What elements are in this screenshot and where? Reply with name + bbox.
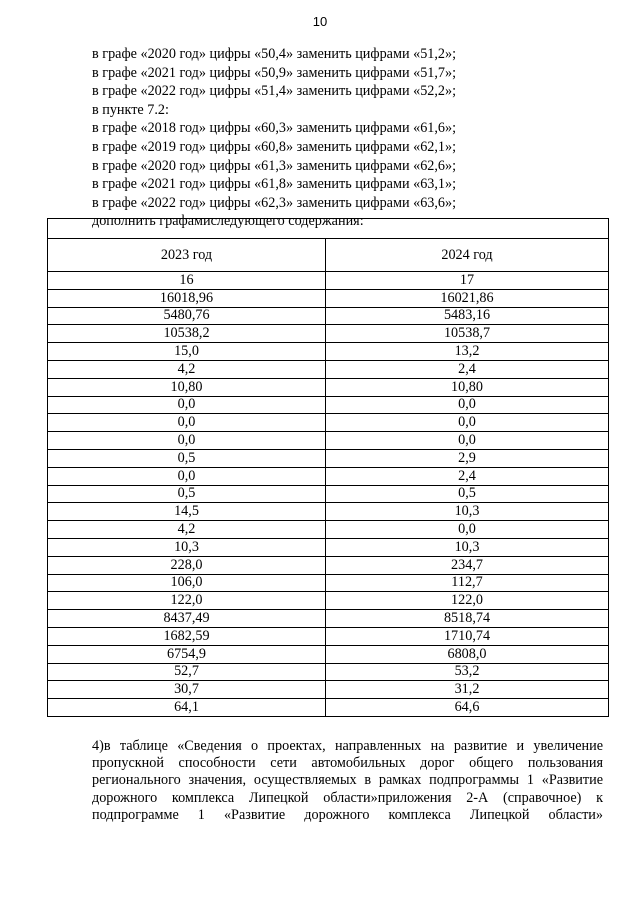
cell-2023: 228,0 [48, 556, 326, 574]
data-table [47, 218, 609, 717]
cell-2024: 5483,16 [326, 307, 609, 325]
table-row [48, 360, 609, 378]
table-row [48, 272, 609, 290]
cell-2024: 31,2 [326, 681, 609, 699]
table-row [48, 645, 609, 663]
cell-2023: 0,0 [48, 432, 326, 450]
cell-2024: 0,0 [326, 521, 609, 539]
paragraph-line: регионального значения, осуществляемых в рамках подпрограммы 1 «Развитие [92, 772, 603, 789]
table-header-row [48, 239, 609, 272]
cell-2024: 122,0 [326, 592, 609, 610]
table-row [48, 449, 609, 467]
cell-2023: 106,0 [48, 574, 326, 592]
amendment-line: в графе «2020 год» цифры «50,4» заменить цифрами «51,2»; [92, 46, 457, 62]
cell-2024: 10,3 [326, 538, 609, 556]
paragraph-line: дорожного комплекса Липецкой области»приложения 2-А (справочное) к [92, 789, 603, 806]
table-row [48, 378, 609, 396]
cell-2024: 10,3 [326, 503, 609, 521]
cell-2024: 1710,74 [326, 627, 609, 645]
cell-2024: 64,6 [326, 699, 609, 717]
cell-2024: 112,7 [326, 574, 609, 592]
amendment-line: в пункте 7.2: [92, 101, 169, 118]
cell-2024: 10,80 [326, 378, 609, 396]
cell-2024: 2,9 [326, 449, 609, 467]
cell-2023: 52,7 [48, 663, 326, 681]
cell-2023: 6754,9 [48, 645, 326, 663]
column-header-2023: 2023 год [48, 239, 326, 272]
table-row [48, 699, 609, 717]
paragraph-line: пропускной способности сети автомобильных дорог общего пользования [92, 755, 603, 772]
cell-2024: 2,4 [326, 467, 609, 485]
table-row [48, 681, 609, 699]
cell-2023: 0,0 [48, 414, 326, 432]
cell-2023: 5480,76 [48, 307, 326, 325]
amendment-line: в графе «2021 год» цифры «50,9» заменить цифрами «51,7»; [92, 64, 457, 81]
table-row [48, 307, 609, 325]
item-4-paragraph [92, 738, 603, 824]
cell-2023: 4,2 [48, 360, 326, 378]
amendment-lines [92, 45, 612, 231]
table-row [48, 289, 609, 307]
amendment-line: в графе «2018 год» цифры «60,3» заменить цифрами «61,6»; [92, 120, 457, 137]
table-row [48, 325, 609, 343]
cell-2023: 10,3 [48, 538, 326, 556]
table-row [48, 485, 609, 503]
cell-2023: 10538,2 [48, 325, 326, 343]
table-row [48, 467, 609, 485]
cell-2023: 16 [48, 272, 326, 290]
cell-2023: 8437,49 [48, 610, 326, 628]
table-row [48, 343, 609, 361]
cell-2024: 13,2 [326, 343, 609, 361]
page-number: 10 [312, 14, 328, 29]
cell-2023: 0,0 [48, 467, 326, 485]
cell-2023: 16018,96 [48, 289, 326, 307]
cell-2024: 10538,7 [326, 325, 609, 343]
cell-2023: 14,5 [48, 503, 326, 521]
amendment-line: в графе «2022 год» цифры «51,4» заменить цифрами «52,2»; [92, 83, 457, 100]
amendment-line: дополнить графамиследующего содержания: [92, 213, 364, 230]
cell-2023: 1682,59 [48, 627, 326, 645]
cell-2023: 0,5 [48, 485, 326, 503]
cell-2024: 234,7 [326, 556, 609, 574]
table-row [48, 556, 609, 574]
cell-2023: 10,80 [48, 378, 326, 396]
cell-2024: 0,5 [326, 485, 609, 503]
table-row [48, 503, 609, 521]
cell-2023: 0,5 [48, 449, 326, 467]
table-row [48, 663, 609, 681]
amendment-line: в графе «2021 год» цифры «61,8» заменить цифрами «63,1»; [92, 176, 457, 193]
table-row [48, 592, 609, 610]
cell-2023: 0,0 [48, 396, 326, 414]
table-blank-cell [48, 219, 609, 239]
amendment-line: в графе «2022 год» цифры «62,3» заменить цифрами «63,6»; [92, 194, 457, 211]
table-row [48, 432, 609, 450]
cell-2023: 30,7 [48, 681, 326, 699]
table-row [48, 627, 609, 645]
table-row [48, 574, 609, 592]
cell-2024: 53,2 [326, 663, 609, 681]
cell-2023: 122,0 [48, 592, 326, 610]
cell-2023: 15,0 [48, 343, 326, 361]
cell-2024: 0,0 [326, 432, 609, 450]
table-row [48, 521, 609, 539]
cell-2023: 64,1 [48, 699, 326, 717]
table-row [48, 610, 609, 628]
cell-2024: 0,0 [326, 396, 609, 414]
cell-2024: 2,4 [326, 360, 609, 378]
amendment-line: в графе «2020 год» цифры «61,3» заменить цифрами «62,6»; [92, 157, 457, 174]
paragraph-line: 4)в таблице «Сведения о проектах, направленных на развитие и увеличение [92, 738, 603, 754]
table-blank-row [48, 219, 609, 239]
cell-2024: 0,0 [326, 414, 609, 432]
table-row [48, 396, 609, 414]
cell-2023: 4,2 [48, 521, 326, 539]
table-row [48, 538, 609, 556]
cell-2024: 6808,0 [326, 645, 609, 663]
cell-2024: 17 [326, 272, 609, 290]
cell-2024: 16021,86 [326, 289, 609, 307]
column-header-2024: 2024 год [326, 239, 609, 272]
cell-2024: 8518,74 [326, 610, 609, 628]
paragraph-line: подпрограмме 1 «Развитие дорожного комплекса Липецкой области» [92, 806, 603, 823]
table-row [48, 414, 609, 432]
amendment-line: в графе «2019 год» цифры «60,8» заменить цифрами «62,1»; [92, 138, 457, 155]
